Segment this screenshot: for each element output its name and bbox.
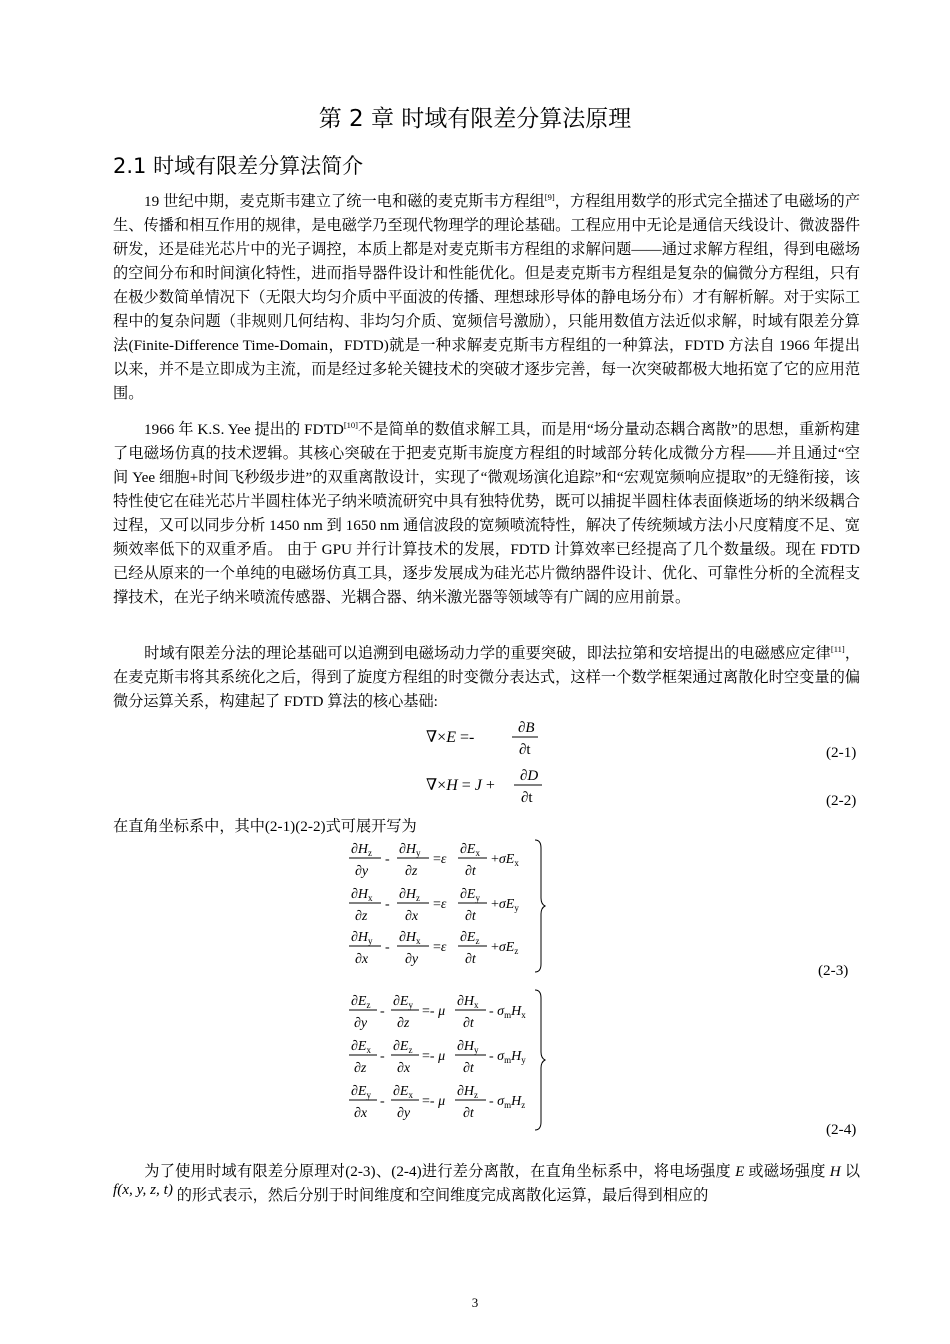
svg-text:- σmHy: - $\sigma_mH_y$ — [489, 1049, 526, 1065]
svg-text:∇×H = J +: ∇×H = J + — [426, 777, 495, 794]
para4-text-d: 的形式表示，然后分别于时间维度和空间维度完成离散化运算，最后得到相应的 — [172, 1187, 709, 1204]
svg-text:∂Ex: $\partial E_x$ — [351, 1039, 371, 1055]
svg-text:∂Hz: $\partial H_z$ — [399, 887, 421, 903]
svg-text:∂x: ∂x — [397, 1061, 411, 1076]
svg-text:+σEy: $+\sigma E_y$ — [491, 897, 519, 913]
para4-text-a: 为了使用时域有限差分原理对(2-3)、(2-4)进行差分离散，在直角坐标系中，将电场强度 — [144, 1163, 736, 1180]
svg-text:∂Ey: $\partial E_y$ — [460, 887, 480, 903]
svg-text:∂z: ∂z — [354, 1061, 367, 1076]
equation-2-4 — [345, 986, 555, 1134]
svg-text:-: - — [380, 1004, 385, 1019]
para1-text-a: 19 世纪中期，麦克斯韦建立了统一电和磁的麦克斯韦方程组 — [144, 193, 545, 210]
para1-text-b: ，方程组用数学的形式完全描述了电磁场的产生、传播和相互作用的规律，是电磁学乃至现代物理学的理论基础。工程应用中无论是通信天线设计、微波器件研发，还是硅光芯片中的光子调控，本质上都是对麦克斯韦方程组的求解问题——通过求解方程组，得到电磁场的空间分布和时间演化特性，进而指导器件设计和性能优化。但是麦克斯韦方程组是复杂的偏微分方程组，只有在极少数简单情况下（无限大均匀介质中平面波的传播、理想球形导体的静电场分布）才有解析解。对于实际工程中的复杂问题（非规则几何结构、非均匀介质、宽频信号激励），只能用数值方法近似求解，时域有限差分算法(Finite-Difference Time-Domain，FDTD)就是一种求解麦克斯韦方程组的一种算法，FDTD 方法自 1966 年提出以来，并不是立即成为主流，而是经过多轮关键技术的突破才逐步完善，每一次突破都极大地拓宽了它的应用范围。 — [113, 193, 861, 402]
svg-text:∂Ex: $\partial E_x$ — [393, 1084, 413, 1100]
svg-text:∂Ez: $\partial E_z$ — [351, 994, 371, 1010]
chapter-title: 第 2 章 时域有限差分算法原理 — [318, 106, 632, 132]
svg-text:∂B: ∂B — [518, 720, 535, 736]
equation-2-1 — [420, 716, 560, 760]
paragraph-4 — [113, 1160, 860, 1208]
svg-text:∂t: ∂t — [465, 909, 476, 924]
svg-text:∂y: ∂y — [354, 1016, 368, 1031]
svg-text:+σEx: $+\sigma E_x$ — [491, 852, 519, 868]
citation-9: [9] — [544, 192, 555, 202]
para3-text-a: 时域有限差分法的理论基础可以追溯到电磁场动力学的重要突破，即法拉第和安培提出的电磁感应定律 — [144, 645, 831, 662]
svg-text:+σEz: $+\sigma E_z$ — [491, 940, 519, 956]
svg-text:- σmHz: - $\sigma_mH_z$ — [489, 1094, 526, 1110]
svg-text:=ε: =ε — [433, 852, 447, 867]
svg-text:∂y: ∂y — [355, 864, 369, 879]
svg-text:∂t: ∂t — [465, 952, 476, 967]
svg-text:∂t: ∂t — [465, 864, 476, 879]
svg-text:∂Hx: $\partial H_x$ — [457, 994, 479, 1010]
paragraph-1 — [113, 190, 860, 406]
svg-text:∂Ez: $\partial E_z$ — [460, 930, 480, 946]
svg-text:∂Hx: $\partial H_x$ — [399, 930, 421, 946]
para4-text-b: 或磁场强度 — [744, 1163, 830, 1180]
svg-text:∂Hy: $\partial H_y$ — [399, 842, 421, 858]
svg-text:∂x: ∂x — [355, 952, 369, 967]
equation-number-2-1: (2-1) — [826, 744, 857, 761]
paragraph-2 — [113, 418, 860, 610]
svg-text:∂x: ∂x — [405, 909, 419, 924]
svg-text:∂x: ∂x — [354, 1106, 368, 1121]
equation-number-2-2: (2-2) — [826, 792, 857, 809]
svg-text:=- μ: =- μ — [422, 1004, 446, 1019]
svg-text:∂Ex: $\partial E_x$ — [460, 842, 480, 858]
svg-text:∂Hy: $\partial H_y$ — [457, 1039, 479, 1055]
svg-text:=- μ: =- μ — [422, 1094, 446, 1109]
svg-text:∂z: ∂z — [397, 1016, 410, 1031]
svg-text:∂z: ∂z — [405, 864, 418, 879]
svg-text:-: - — [380, 1049, 385, 1064]
svg-text:∂y: ∂y — [397, 1106, 411, 1121]
svg-text:∂t: ∂t — [463, 1106, 474, 1121]
svg-text:∂Hz: $\partial H_z$ — [351, 842, 373, 858]
para2-text-a: 1966 年 K.S. Yee 提出的 FDTD — [144, 421, 344, 438]
equation-number-2-3: (2-3) — [818, 962, 849, 979]
svg-text:∂D: ∂D — [520, 768, 539, 784]
svg-text:∂Hy: $\partial H_y$ — [351, 930, 373, 946]
svg-text:∂t: ∂t — [463, 1016, 474, 1031]
para3-text-b: ，在麦克斯韦将其系统化之后，得到了旋度方程组的时变微分表达式，这样一个数学框架通过离散化时空变量的偏微分运算关系，构建起了 FDTD 算法的核心基础: — [113, 645, 861, 710]
svg-text:∂Ez: $\partial E_z$ — [393, 1039, 413, 1055]
svg-text:-: - — [385, 940, 390, 955]
svg-text:∂t: ∂t — [463, 1061, 474, 1076]
paragraph-3 — [113, 642, 860, 714]
svg-text:=ε: =ε — [433, 897, 447, 912]
svg-text:∂z: ∂z — [355, 909, 368, 924]
equation-2-3 — [345, 836, 555, 976]
svg-text:∂t: ∂t — [519, 742, 531, 758]
equation-number-2-4: (2-4) — [826, 1121, 857, 1138]
symbol-E: E — [735, 1163, 745, 1180]
svg-text:-: - — [385, 897, 390, 912]
svg-text:∂Hz: $\partial H_z$ — [457, 1084, 479, 1100]
para4-text-c: 以 — [840, 1163, 861, 1180]
para2-text-b: 不是简单的数值求解工具，而是用“场分量动态耦合离散”的思想，重新构建了电磁场仿真的技术逻辑。其核心突破在于把麦克斯韦旋度方程组的时域部分转化成微分方程——并且通过“空间 Yee 细胞+时间飞秒级步进”的双重离散设计，实现了“微观场演化追踪”和“宏观宽频响应提取”的无缝衔接，该特性使它在硅光芯片半圆柱体光子纳米喷流研究中具有独特优势，既可以捕捉半圆柱体表面倏逝场的纳米级耦合过程，又可以同步分析 1450 nm 到 1650 nm 通信波段的宽频喷流特性，解决了传统频域方法小尺度精度不足、宽频效率低下的双重矛盾。 由于 GPU 并行计算技术的发展，FDTD 计算效率已经提高了几个数量级。现在 FDTD 已经从原来的一个单纯的电磁场仿真工具，逐步发展成为硅光芯片微纳器件设计、优化、可靠性分析的全流程支撑技术，在光子纳米喷流传感器、光耦合器、纳米激光器等领域等有广阔的应用前景。 — [113, 421, 860, 606]
expansion-intro-text: 在直角坐标系中，其中(2-1)(2-2)式可展开写为 — [113, 818, 417, 835]
svg-text:∂Ey: $\partial E_y$ — [393, 994, 413, 1010]
svg-text:∂Hx: $\partial H_x$ — [351, 887, 373, 903]
svg-text:∂t: ∂t — [521, 790, 533, 806]
svg-text:-: - — [385, 852, 390, 867]
svg-text:=ε: =ε — [433, 940, 447, 955]
function-f-xyzt: f(x, y, z, t) — [113, 1181, 173, 1198]
equation-2-2 — [420, 764, 570, 808]
page-number: 3 — [471, 1295, 479, 1310]
svg-text:- σmHx: - $\sigma_mH_x$ — [489, 1004, 526, 1020]
svg-text:=- μ: =- μ — [422, 1049, 446, 1064]
section-title: 2.1 时域有限差分算法简介 — [113, 154, 364, 178]
symbol-H: H — [829, 1163, 841, 1180]
svg-text:-: - — [380, 1094, 385, 1109]
citation-10: [10] — [343, 420, 358, 430]
svg-text:∂Ey: $\partial E_y$ — [351, 1084, 371, 1100]
svg-text:∂y: ∂y — [405, 952, 419, 967]
citation-11: [11] — [830, 644, 845, 654]
svg-text:∇×E =-: ∇×E =- — [426, 729, 475, 746]
